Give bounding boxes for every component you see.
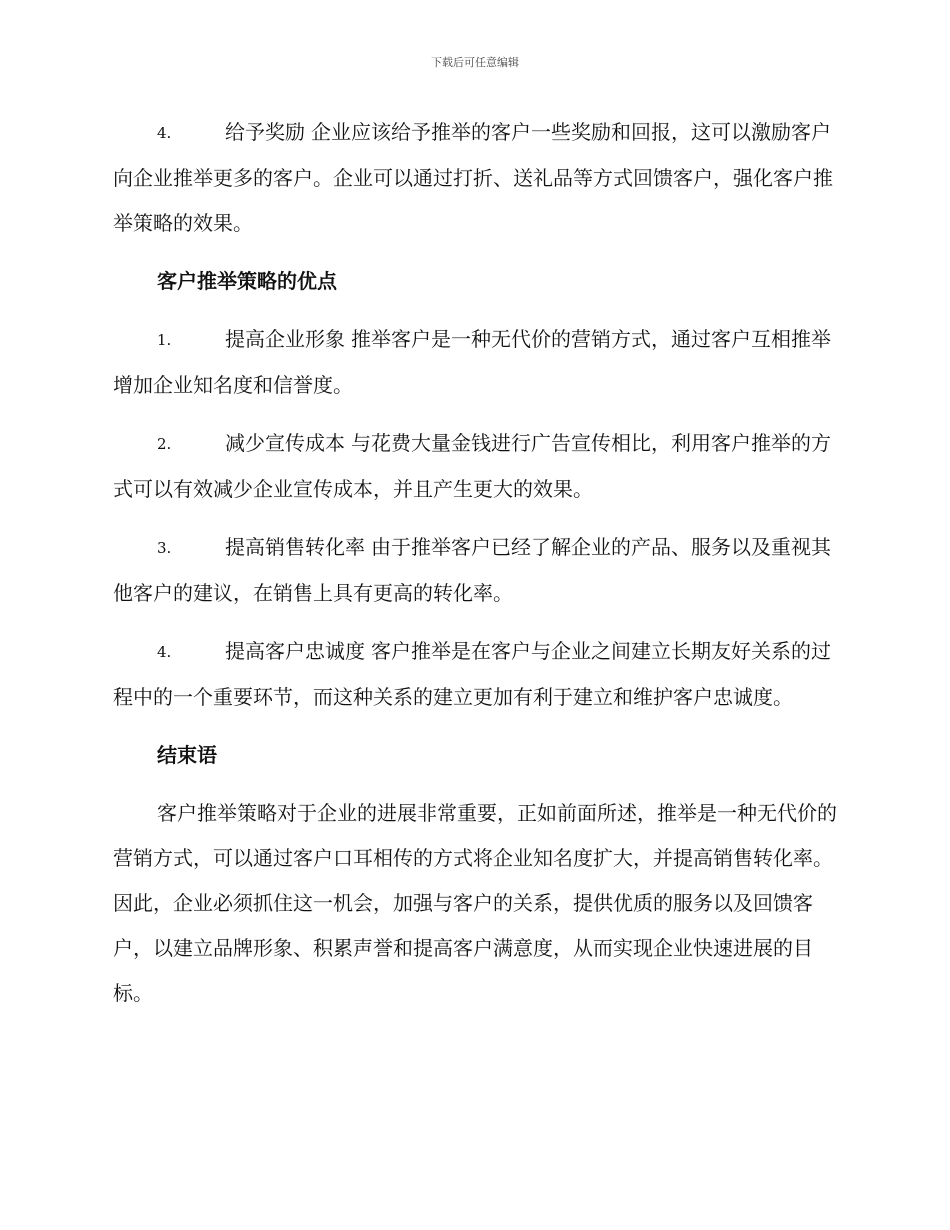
list-item-term: 减少宣传成本	[225, 431, 345, 455]
list-item-number: 3.	[157, 539, 172, 557]
list-item-term: 给予奖励	[225, 120, 305, 144]
list-item-number: 4.	[157, 124, 172, 142]
list-item-number: 4.	[157, 643, 172, 661]
section-heading-conclusion: 结束语	[157, 743, 217, 767]
list-item-number: 2.	[157, 435, 172, 453]
list-item	[113, 421, 839, 512]
list-item-number: 1.	[157, 331, 172, 349]
conclusion-paragraph: 客户推举策略对于企业的进展非常重要，正如前面所述，推举是一种无代价的营销方式，可以通过客户口耳相传的方式将企业知名度扩大，并提高销售转化率。因此，企业必须抓住这一机会，加强与客户的关系，提供优质的服务以及回馈客户，以建立品牌形象、积累声誉和提高客户满意度，从而实现企业快速进展的目标。	[113, 801, 837, 1005]
list-item	[113, 317, 839, 408]
list-item-term: 提高企业形象	[225, 327, 345, 351]
document-body	[113, 110, 839, 1016]
section-heading-advantages: 客户推举策略的优点	[157, 269, 337, 293]
list-item-text: 企业应该给予推举的客户一些奖励和回报，这可以激励客户向企业推举更多的客户。企业可以通过打折、送礼品等方式回馈客户，强化客户推举策略的效果。	[113, 120, 833, 235]
list-item-text: 客户推举是在客户与企业之间建立长期友好关系的过程中的一个重要环节，而这种关系的建立更加有利于建立和维护客户忠诚度。	[113, 639, 831, 709]
list-item-text: 由于推举客户已经了解企业的产品、服务以及重视其他客户的建议，在销售上具有更高的转化率。	[113, 535, 831, 605]
list-item-text: 与花费大量金钱进行广告宣传相比，利用客户推举的方式可以有效减少企业宣传成本，并且产生更大的效果。	[113, 431, 831, 501]
page-header-note: 下载后可任意编辑	[431, 56, 519, 69]
list-item	[113, 525, 839, 616]
list-item	[113, 629, 839, 720]
list-item	[113, 110, 839, 246]
list-item-text: 推举客户是一种无代价的营销方式，通过客户互相推举增加企业知名度和信誉度。	[113, 327, 831, 397]
list-item-term: 提高客户忠诚度	[225, 639, 365, 663]
list-item-term: 提高销售转化率	[225, 535, 365, 559]
